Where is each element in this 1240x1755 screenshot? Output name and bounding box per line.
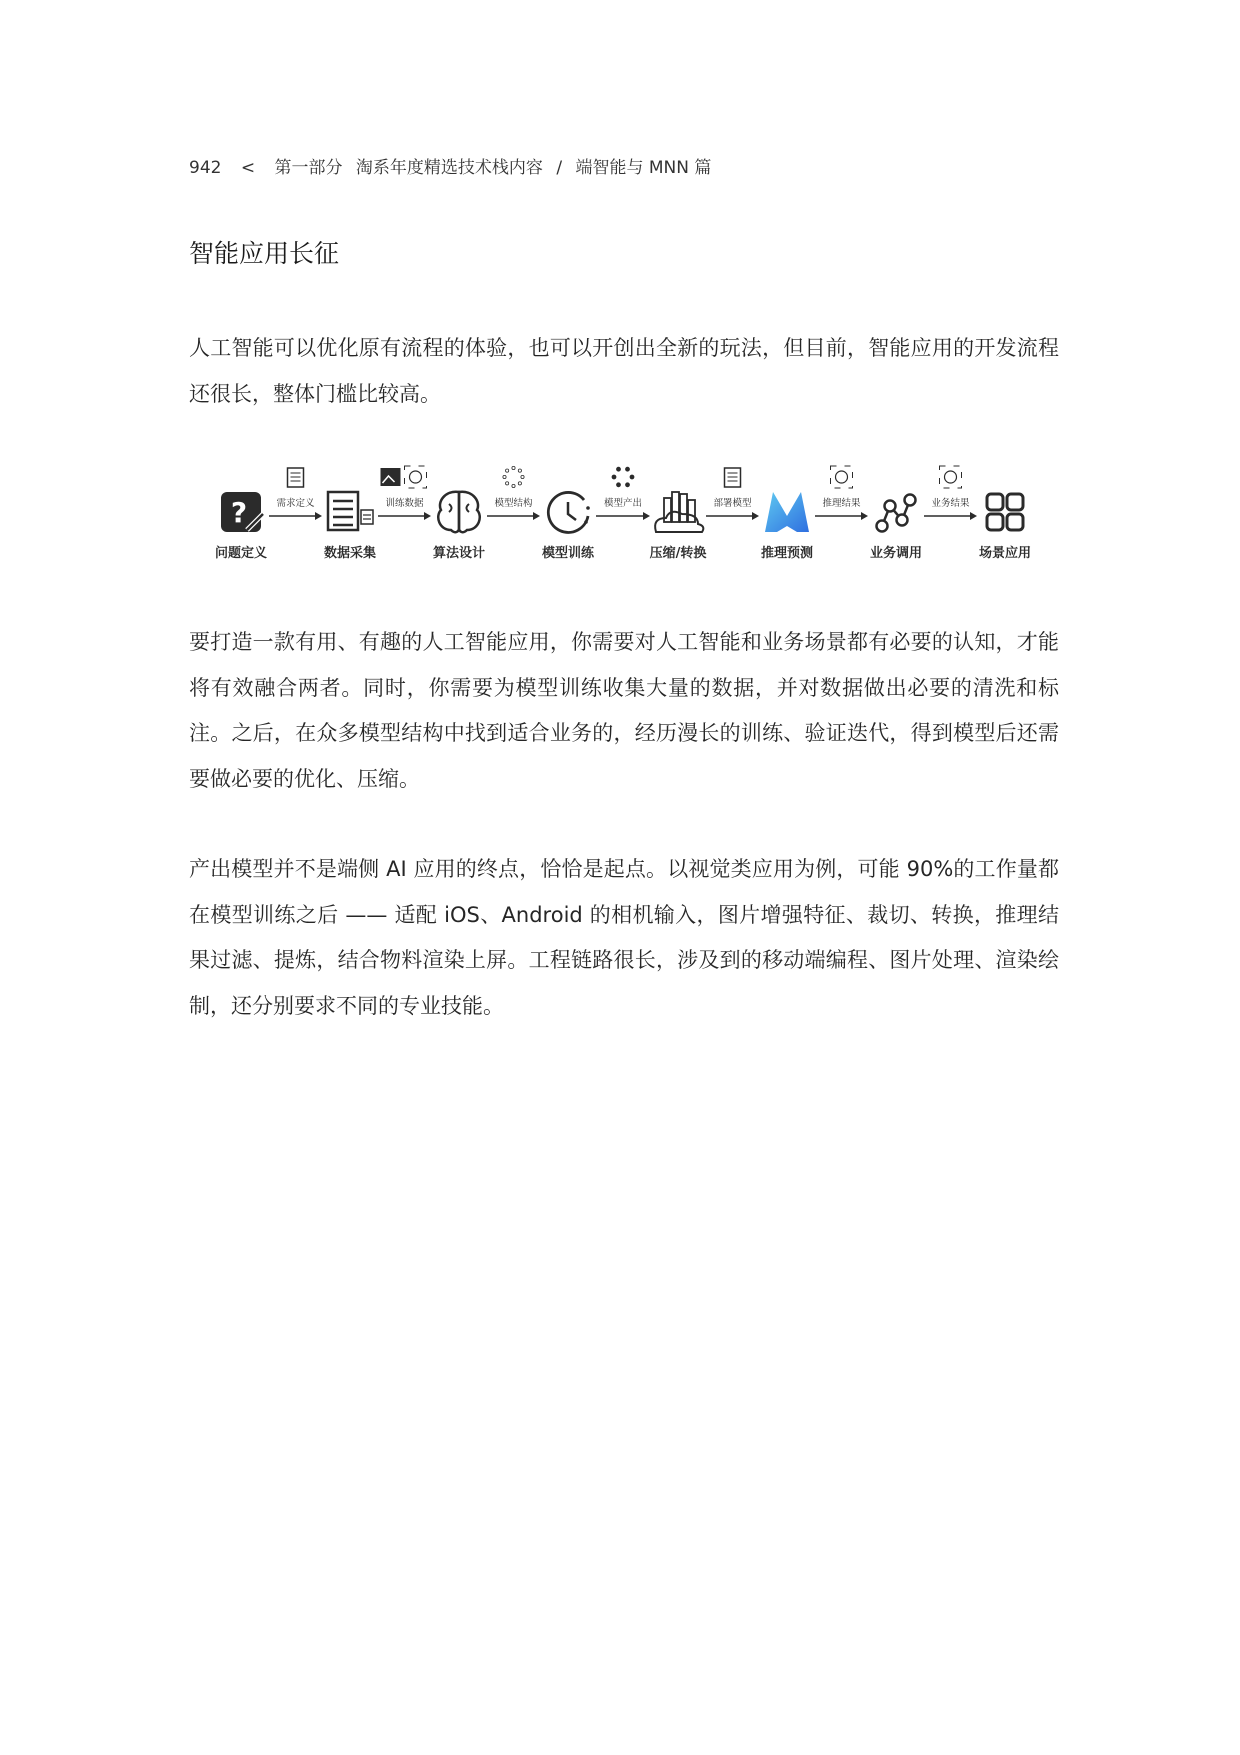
pipeline-diagram (200, 460, 1060, 565)
stage-label: 模型训练 (541, 546, 595, 561)
clock-icon (548, 492, 589, 532)
book-title: 淘系年度精选技术栈内容 (355, 158, 543, 178)
dots-ring-icon (503, 466, 524, 487)
part-label: 第一部分 (274, 158, 343, 178)
arrow-label: 需求定义 (276, 498, 315, 509)
flow-arrow (487, 497, 540, 520)
flow-arrow (815, 497, 868, 520)
stage-label: 算法设计 (432, 546, 486, 561)
brain-icon (438, 492, 480, 532)
dots-cross-icon (612, 467, 634, 487)
stage-label: 推理预测 (760, 546, 814, 561)
paragraph-requirements: 要打造一款有用、有趣的人工智能应用，你需要对人工智能和业务场景都有必要的认知，才能将有效融合两者。同时，你需要为模型训练收集大量的数据，并对数据做出必要的清洗和标注。之后，在众多模型结构中找到适合业务的，经历漫长的训练、验证迭代，得到模型后还需要做必要的优化、压缩。 (189, 630, 1059, 791)
flow-arrow (924, 497, 977, 520)
arrow-label: 模型结构 (494, 498, 533, 509)
paragraph-intro: 人工智能可以优化原有流程的体验，也可以开创出全新的玩法，但目前，智能应用的开发流程还很长，整体门槛比较高。 (189, 336, 1059, 406)
page-number: 942 (189, 158, 222, 178)
paragraph-deployment: 产出模型并不是端侧 AI 应用的终点，恰恰是起点。以视觉类应用为例，可能 90%的工作量都在模型训练之后 —— 适配 iOS、Android 的相机输入，图片增强特征、裁切、转换，推理结果过滤、提炼，结合物料渲染上屏。工程链路很长，涉及到的移动端编程、图片处理、渲染绘制，还分别要求不同的专业技能。 (189, 857, 1059, 1018)
arrow-label: 部署模型 (713, 498, 752, 509)
arrow-label: 业务结果 (931, 498, 970, 509)
flow-arrow (269, 497, 322, 520)
arrow-label: 推理结果 (822, 498, 861, 509)
header-separator: < (240, 158, 256, 178)
flow-arrow (378, 497, 431, 520)
arrow-label: 模型产出 (603, 498, 643, 509)
flow-arrow (596, 497, 650, 520)
clipboard-icon (288, 468, 304, 487)
stage-label: 业务调用 (869, 546, 923, 561)
question-icon (221, 492, 263, 532)
image-scan-icon (381, 466, 427, 488)
stage-label: 数据采集 (323, 546, 377, 561)
svg-text:?: ? (230, 496, 248, 529)
header-slash: / (556, 158, 563, 178)
document-list-icon (328, 492, 373, 530)
stage-label: 场景应用 (978, 546, 1032, 561)
nodes-icon (877, 495, 916, 532)
chapter-title: 端智能与 MNN 篇 (575, 158, 712, 178)
file-icon (725, 468, 741, 487)
flow-arrow (706, 497, 759, 520)
arrow-label: 训练数据 (385, 498, 424, 509)
pipeline-figure (200, 460, 1060, 565)
running-header (189, 153, 725, 178)
mnn-logo-icon (765, 492, 809, 532)
scan-target-icon (940, 466, 962, 488)
grid-icon (987, 494, 1023, 530)
stage-label: 压缩/转换 (649, 546, 707, 561)
section-title: 智能应用长征 (189, 239, 340, 268)
stage-label: 问题定义 (214, 546, 268, 561)
building-cloud-icon (655, 492, 703, 532)
scan-target-icon (831, 466, 853, 488)
